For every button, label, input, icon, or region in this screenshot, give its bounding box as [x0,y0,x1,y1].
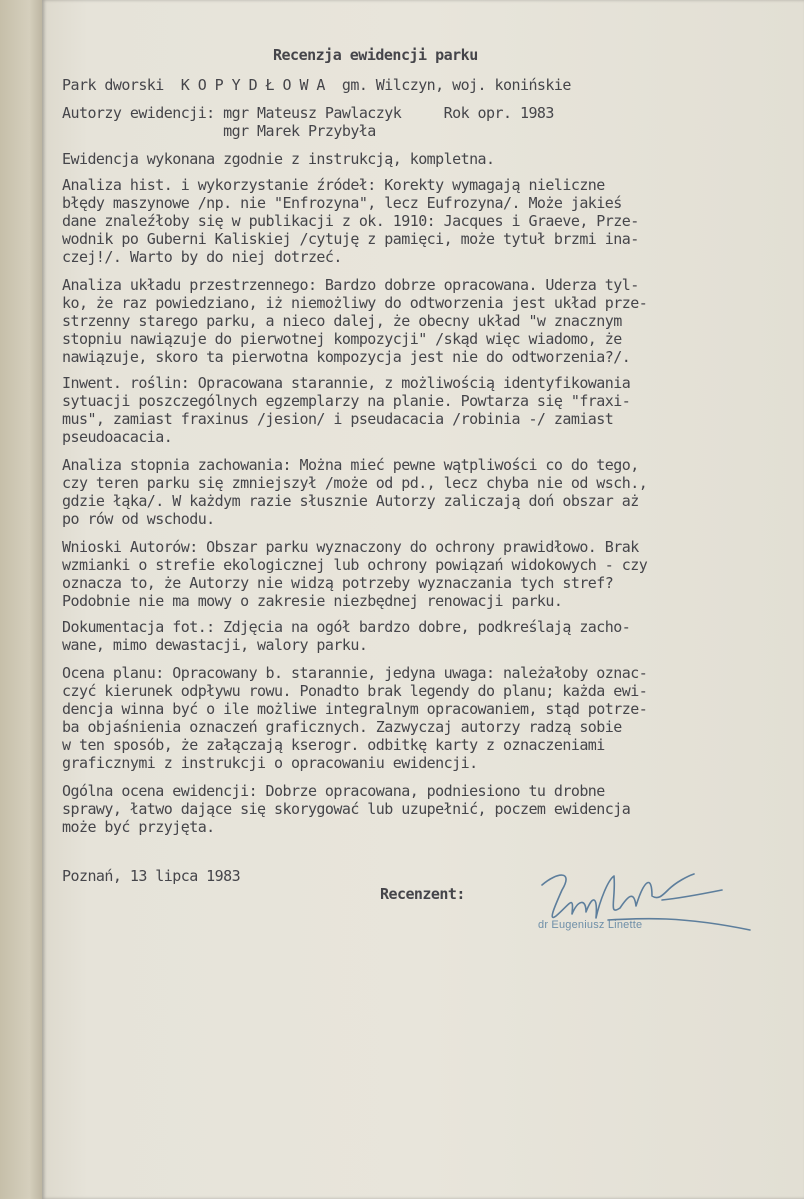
place-date: Poznań, 13 lipca 1983 [62,867,241,885]
text-line: w ten sposób, że załączają kserogr. odbitkę karty z oznaczeniami [62,736,605,754]
text-line: sytuacji poszczególnych egzemplarzy na planie. Powtarza się "fraxi- [62,392,631,410]
text-line: dencja winna być o ile możliwe integralnym opracowaniem, stąd potrze- [62,700,648,718]
text-line: graficznymi z instrukcji o opracowaniu ewidencji. [62,754,478,772]
text-line: wodnik po Guberni Kaliskiej /cytuję z pamięci, może tytuł brzmi ina- [62,230,639,248]
text-line: strzenny starego parku, a nieco dalej, że obecny układ "w znacznym [62,312,622,330]
text-line: Autorzy ewidencji: mgr Mateusz Pawlaczyk Rok opr. 1983 [62,104,554,122]
text-line: gdzie łąka/. W każdym razie słusznie Autorzy zaliczają doń obszar aż [62,492,639,510]
reviewer-label: Recenzent: [380,885,465,903]
text-line: dane znaleźłoby się w publikacji z ok. 1910: Jacques i Graeve, Prze- [62,212,639,230]
text-line: Analiza hist. i wykorzystanie źródeł: Korekty wymagają nieliczne [62,176,605,194]
text-line: nawiązuje, skoro ta pierwotna kompozycja jest nie do odtworzenia?/. [62,348,631,366]
text-line: mgr Marek Przybyła [62,122,376,140]
text-line: ko, że raz powiedziano, iż niemożliwy do odtworzenia jest układ prze- [62,294,648,312]
text-line: Ogólna ocena ewidencji: Dobrze opracowana, podniesiono tu drobne [62,782,605,800]
text-line: czej!/. Warto by do niej dotrzeć. [62,248,342,266]
text-line: po rów od wschodu. [62,510,215,528]
text-line: Podobnie nie ma mowy o zakresie niezbędnej renowacji parku. [62,592,563,610]
text-line: czyć kierunek odpływu rowu. Ponadto brak legendy do planu; każda ewi- [62,682,648,700]
text-line: pseudoacacia. [62,428,173,446]
folder-edge [0,0,42,1199]
text-line: błędy maszynowe /np. nie "Enfrozyna", lecz Eufrozyna/. Może jakieś [62,194,622,212]
text-line: może być przyjęta. [62,818,215,836]
text-line: Ewidencja wykonana zgodnie z instrukcją, kompletna. [62,150,495,168]
text-line: Ocena planu: Opracowany b. starannie, jedyna uwaga: należałoby oznac- [62,664,648,682]
text-line: Dokumentacja fot.: Zdjęcia na ogół bardzo dobre, podkreślają zacho- [62,618,631,636]
text-line: Inwent. roślin: Opracowana starannie, z możliwością identyfikowania [62,374,631,392]
text-line: Wnioski Autorów: Obszar parku wyznaczony do ochrony prawidłowo. Brak [62,538,639,556]
handwritten-signature [512,860,752,950]
text-line: sprawy, łatwo dające się skorygować lub uzupełnić, poczem ewidencja [62,800,631,818]
text-line: czy teren parku się zmniejszył /może od pd., lecz chyba nie od wsch., [62,474,648,492]
text-line: oznacza to, że Autorzy nie widzą potrzeby wyznaczania tych stref? [62,574,614,592]
document-title: Recenzja ewidencji parku [273,46,478,64]
text-line: Analiza układu przestrzennego: Bardzo dobrze opracowana. Uderza tyl- [62,276,639,294]
text-line: wane, mimo dewastacji, walory parku. [62,636,368,654]
review-text [62,0,804,903]
text-line: Park dworski K O P Y D Ł O W A gm. Wilczyn, woj. konińskie [62,76,571,94]
text-line: stopniu nawiązuje do pierwotnej kompozycji" /skąd więc wiadomo, że [62,330,622,348]
footer-line [62,849,465,921]
document-page [42,0,804,1199]
text-line: mus", zamiast fraxinus /jesion/ i pseudacacia /robinia -/ zamiast [62,410,614,428]
text-line: wzmianki o strefie ekologicznej lub ochrony powiązań widokowych - czy [62,556,648,574]
reviewer-stamp: dr Eugeniusz Linette [538,919,643,931]
text-line: ba objaśnienia oznaczeń graficznych. Zazwyczaj autorzy radzą sobie [62,718,622,736]
text-line: Analiza stopnia zachowania: Można mieć pewne wątpliwości co do tego, [62,456,639,474]
